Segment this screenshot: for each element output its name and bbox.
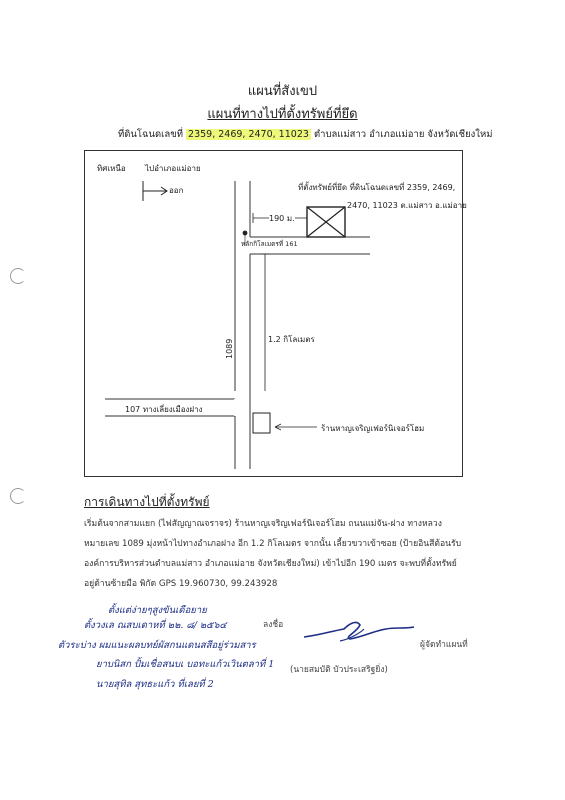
route-line-1: เริ่มต้นจากสามแยก (ไฟสัญญาณจราจร) ร้านหาญเจริญเฟอร์นิเจอร์โฮม ถนนแม่จัน-ฝาง ทางหลวง bbox=[84, 519, 442, 529]
sign-label: ลงชื่อ bbox=[263, 620, 284, 630]
to-district-label: ไปอำเภอแม่อาย bbox=[145, 164, 201, 173]
handwriting-line-4: ยาบนิสก ปั้มเชื่อสนบเ บอทะแก้วเวินตลาที่ 1 bbox=[96, 659, 275, 670]
signer-name: (นายสมบัติ บัวประเสริฐยิ่ง) bbox=[290, 665, 388, 675]
distance-1-2-label: 1.2 กิโลเมตร bbox=[268, 335, 315, 344]
page-title: แผนที่สังเขป bbox=[247, 84, 318, 99]
parcel-line bbox=[118, 127, 492, 142]
handwriting-line-1: ตั้งแต่ง่ายๆสูงขันเดือยาย bbox=[108, 605, 207, 616]
route-line-3: องค์การบริหารส่วนตำบลแม่สาว อำเภอแม่อาย จังหวัดเชียงใหม่) เข้าไปอีก 190 เมตร จะพบที่ตั้งทรัพย์ bbox=[84, 559, 457, 569]
shop-box bbox=[253, 413, 270, 433]
handwriting-line-5: นายสุทิล สุทธะแก้ว ที่เลยที่ 2 bbox=[96, 679, 214, 690]
route-title: การเดินทางไปที่ตั้งทรัพย์ bbox=[84, 495, 210, 509]
north-arrow-icon bbox=[143, 181, 167, 201]
punch-hole-bottom bbox=[10, 488, 26, 504]
page-subtitle: แผนที่ทางไปที่ตั้งทรัพย์ที่ยึด bbox=[207, 107, 358, 122]
road-1089-label: 1089 bbox=[225, 338, 234, 359]
route-line-4: อยู่ด้านซ้ายมือ พิกัด GPS 19.960730, 99.243928 bbox=[84, 579, 278, 589]
handwriting-line-3: ตัวระบ่าง ผมแนะผลบทย์ผัสกนแดนสสีอยู่ร่วมสาร bbox=[58, 640, 256, 651]
map-maker-role: ผู้จัดทำแผนที่ bbox=[420, 640, 468, 650]
road-107-label: 107 ทางเลี่ยงเมืองฝาง bbox=[125, 405, 203, 414]
distance-190-label: 190 ม. bbox=[269, 214, 295, 223]
signature-scribble bbox=[300, 615, 420, 650]
route-line-2: หมายเลข 1089 มุ่งหน้าไปทางอำเภอฝาง อีก 1.2 กิโลเมตร จากนั้น เลี้ยวขวาเข้าซอย (ป้ายอินสีต้อนรับ bbox=[84, 539, 462, 549]
parcel-location: ตำบลแม่สาว อำเภอแม่อาย จังหวัดเชียงใหม่ bbox=[313, 129, 493, 140]
parcel-prefix: ที่ดินโฉนดเลขที่ bbox=[118, 129, 183, 140]
shop-label: ร้านหาญเจริญเฟอร์นิเจอร์โฮม bbox=[321, 424, 425, 433]
handwriting-line-2: ตั้งวงเล ณสบเดาหที่ ๒๒. ๘/ ๒๕๖๔ bbox=[84, 620, 227, 631]
sketch-map bbox=[84, 150, 467, 477]
km-marker-label: หลักกิโลเมตรที่ 161 bbox=[241, 240, 298, 248]
north-arrow-text: ออก bbox=[169, 186, 184, 195]
punch-hole-top bbox=[10, 268, 26, 284]
parcel-numbers: 2359, 2469, 2470, 11023 bbox=[188, 129, 309, 140]
property-label-2: 2470, 11023 ต.แม่สาว อ.แม่อาย bbox=[347, 201, 467, 210]
north-label: ทิศเหนือ bbox=[97, 164, 126, 173]
property-label-1: ที่ตั้งทรัพย์ที่ยึด ที่ดินโฉนดเลขที่ 2359, 2469, bbox=[298, 183, 456, 192]
